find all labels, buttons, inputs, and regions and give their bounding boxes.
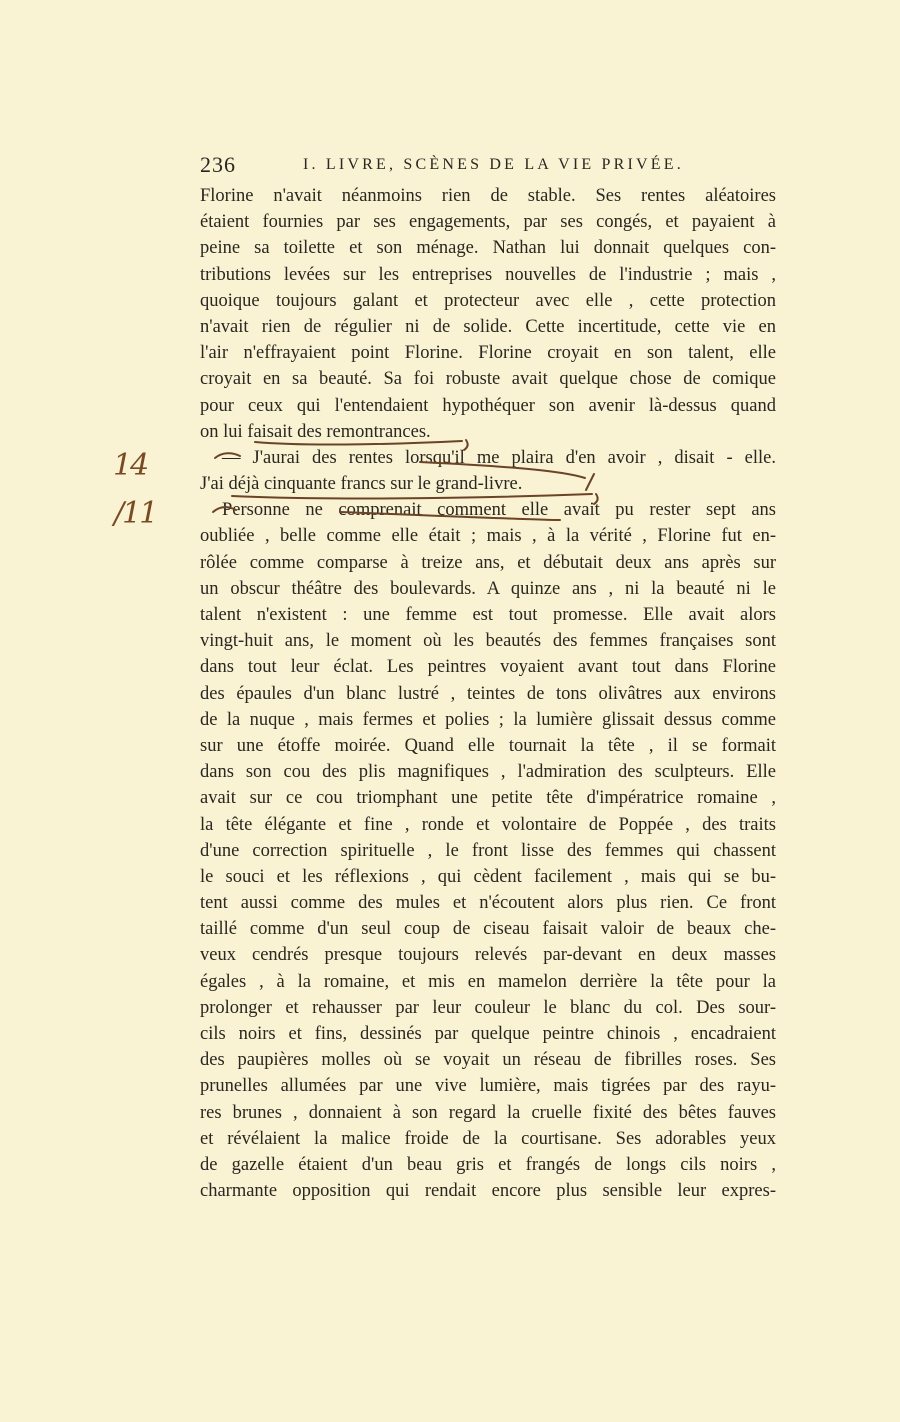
text-line: un obscur théâtre des boulevards. A quinze ans , ni la beauté ni le <box>200 578 776 599</box>
page-number: 236 <box>200 152 236 177</box>
text-line: et révélaient la malice froide de la courtisane. Ses adorables yeux <box>200 1128 776 1149</box>
text-line: dans tout leur éclat. Les peintres voyaient avant tout dans Florine <box>200 657 776 678</box>
text-line: de la nuque , mais fermes et polies ; la lumière glissait dessus comme <box>200 709 776 730</box>
text-line: d'une correction spirituelle , le front lisse des femmes qui chassent <box>200 840 776 861</box>
text-line: vingt-huit ans, le moment où les beautés des femmes françaises sont <box>200 631 776 652</box>
text-line: n'avait rien de régulier ni de solide. Cette incertitude, cette vie en <box>200 316 776 337</box>
text-line: talent n'existent : une femme est tout promesse. Elle avait alors <box>200 605 776 625</box>
margin-note-top: 14 <box>113 448 148 483</box>
body-text <box>200 183 776 1204</box>
text-line-paragraph-end: on lui faisait des remontrances. <box>200 421 431 442</box>
text-line: taillé comme d'un seul coup de ciseau faisait valoir de beaux che- <box>200 919 776 940</box>
text-line: sur une étoffe moirée. Quand elle tournait la tête , il se formait <box>200 735 776 756</box>
text-line: pour ceux qui l'entendaient hypothéquer son avenir là-dessus quand <box>200 395 776 416</box>
text-line-paragraph-end: J'ai déjà cinquante francs sur le grand-livre. <box>200 474 523 495</box>
text-line: tributions levées sur les entreprises nouvelles de l'industrie ; mais , <box>200 264 776 285</box>
text-line: tent aussi comme des mules et n'écoutent alors plus rien. Ce front <box>200 893 776 914</box>
text-line: l'air n'effrayaient point Florine. Florine croyait en son talent, elle <box>200 343 776 364</box>
text-line: charmante opposition qui rendait encore plus sensible leur expres- <box>200 1181 776 1202</box>
text-line: quoique toujours galant et protecteur avec elle , cette protection <box>200 290 776 311</box>
text-line: res brunes , donnaient à son regard la cruelle fixité des bêtes fauves <box>200 1102 776 1123</box>
text-line: dans son cou des plis magnifiques , l'admiration des sculpteurs. Elle <box>200 762 776 783</box>
text-line: la tête élégante et fine , ronde et volontaire de Poppée , des traits <box>200 814 776 835</box>
text-line: Florine n'avait néanmoins rien de stable. Ses rentes aléatoires <box>200 186 776 206</box>
running-title: I. LIVRE, SCÈNES DE LA VIE PRIVÉE. <box>303 156 684 173</box>
text-line: des épaules d'un blanc lustré , teintes de tons olivâtres aux environs <box>200 683 776 704</box>
text-line: oubliée , belle comme elle était ; mais , à la vérité , Florine fut en- <box>200 526 776 547</box>
text-line: cils noirs et fins, dessinés par quelque peintre chinois , encadraient <box>200 1024 776 1044</box>
text-line-paragraph-start: Personne ne comprenait comment elle avait pu rester sept ans <box>222 500 776 521</box>
text-line: rôlée comme comparse à treize ans, et débutait deux ans après sur <box>200 552 776 573</box>
text-line: avait sur ce cou triomphant une petite tête d'impératrice romaine , <box>200 788 776 809</box>
text-line: prunelles allumées par une vive lumière, mais tigrées par des rayu- <box>200 1076 776 1097</box>
text-line: croyait en sa beauté. Sa foi robuste avait quelque chose de comique <box>200 369 776 390</box>
text-line-dialogue: — J'aurai des rentes lorsqu'il me plaira d'en avoir , disait - elle. <box>222 447 776 468</box>
text-line: peine sa toilette et son ménage. Nathan lui donnait quelques con- <box>200 238 776 259</box>
margin-note-bottom: /11 <box>114 496 157 531</box>
text-line: veux cendrés presque toujours relevés par-devant en deux masses <box>200 945 776 966</box>
text-line: étaient fournies par ses engagements, par ses congés, et payaient à <box>200 212 776 233</box>
text-line: égales , à la romaine, et mis en mamelon derrière la tête pour la <box>200 971 776 992</box>
page-header <box>200 152 776 180</box>
text-line: prolonger et rehausser par leur couleur le blanc du col. Des sour- <box>200 997 776 1018</box>
text-line: le souci et les réflexions , qui cèdent facilement , mais qui se bu- <box>200 866 776 887</box>
text-line: des paupières molles où se voyait un réseau de fibrilles roses. Ses <box>200 1050 776 1071</box>
text-line: de gazelle étaient d'un beau gris et frangés de longs cils noirs , <box>200 1154 776 1175</box>
